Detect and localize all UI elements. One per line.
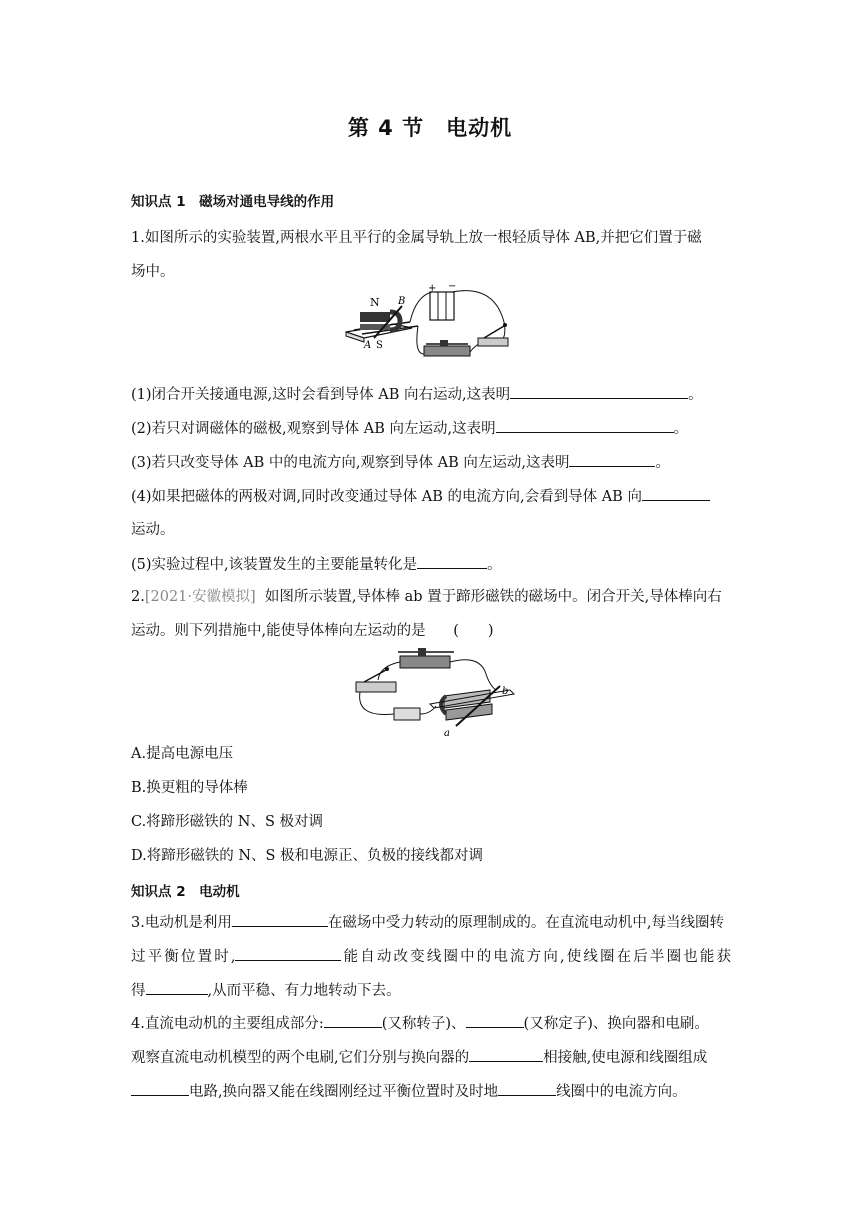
q2-fig-label-a: a [444,728,450,738]
answer-blank[interactable] [466,1013,524,1028]
q2-option-b[interactable]: B.换更粗的导体棒 [131,780,248,796]
q3-line3: 得 ,从而平稳、有力地转动下去。 [131,980,731,1001]
answer-blank[interactable] [469,1047,543,1062]
q2-option-d[interactable]: D.将蹄形磁铁的 N、S 极和电源正、负极的接线都对调 [131,848,484,864]
q1-line2: 场中。 [131,264,175,280]
answer-blank[interactable] [131,1081,189,1096]
q4-line3: 电路,换向器又能在线圈刚经过平衡位置时及时地 线圈中的电流方向。 [131,1081,731,1102]
answer-blank[interactable] [146,980,208,995]
section-heading-2: 知识点 2 电动机 [131,884,240,900]
answer-blank[interactable] [235,946,341,961]
answer-blank[interactable] [417,554,487,569]
answer-blank[interactable] [510,384,688,399]
q1-fig-label-minus: − [448,282,457,292]
answer-blank[interactable] [569,452,655,467]
answer-blank[interactable] [324,1013,382,1028]
answer-blank[interactable] [496,418,674,433]
q1-fig-label-b: B [398,296,406,307]
answer-blank[interactable] [498,1081,556,1096]
q1-part4-cont: 运动。 [131,522,175,538]
q2-line1: 2.[2021·安徽模拟] 如图所示装置,导体棒 ab 置于蹄形磁铁的磁场中。闭合开关,导体棒向右 [131,589,722,605]
q1-fig-label-s: S [376,340,383,351]
q2-line2: 运动。则下列措施中,能使导体棒向左运动的是 ( ) [131,623,494,639]
q3-line2: 过平衡位置时, 能自动改变线圈中的电流方向,使线圈在后半圈也能获 [131,946,731,967]
q2-source: [2021·安徽模拟] [144,589,256,605]
q2-fig-label-b: b [502,686,509,697]
q2-option-c[interactable]: C.将蹄形磁铁的 N、S 极对调 [131,814,324,830]
answer-blank[interactable] [232,912,328,927]
q1-part5: (5)实验过程中,该装置发生的主要能量转化是 。 [131,554,731,575]
answer-blank[interactable] [642,486,710,501]
answer-paren[interactable]: ( ) [453,623,494,639]
q1-fig-label-a: A [364,340,372,351]
q4-line2: 观察直流电动机模型的两个电刷,它们分别与换向器的 相接触,使电源和线圈组成 [131,1047,731,1068]
q1-fig-label-n: N [370,296,380,309]
q4-line1: 4.直流电动机的主要组成部分: (又称转子)、 (又称定子)、换向器和电刷。 [131,1013,731,1034]
q1-part1: (1)闭合开关接通电源,这时会看到导体 AB 向右运动,这表明 。 [131,384,731,405]
q2-option-a[interactable]: A.提高电源电压 [131,746,234,762]
q2-figure [350,644,518,738]
q1-part3: (3)若只改变导体 AB 中的电流方向,观察到导体 AB 向左运动,这表明 。 [131,452,731,473]
q1-part4: (4)如果把磁体的两极对调,同时改变通过导体 AB 的电流方向,会看到导体 AB 向 [131,486,731,507]
q1-line1: 1.如图所示的实验装置,两根水平且平行的金属导轨上放一根轻质导体 AB,并把它们置于磁 [131,230,702,246]
q3-line1: 3.电动机是利用 在磁场中受力转动的原理制成的。在直流电动机中,每当线圈转 [131,912,731,933]
page-title: 第 4 节 电动机 [347,116,513,140]
section-heading-1: 知识点 1 磁场对通电导线的作用 [131,194,335,210]
q1-part2: (2)若只对调磁体的磁极,观察到导体 AB 向左运动,这表明 。 [131,418,731,439]
q1-figure [344,282,520,364]
q1-fig-label-plus: + [428,283,437,294]
